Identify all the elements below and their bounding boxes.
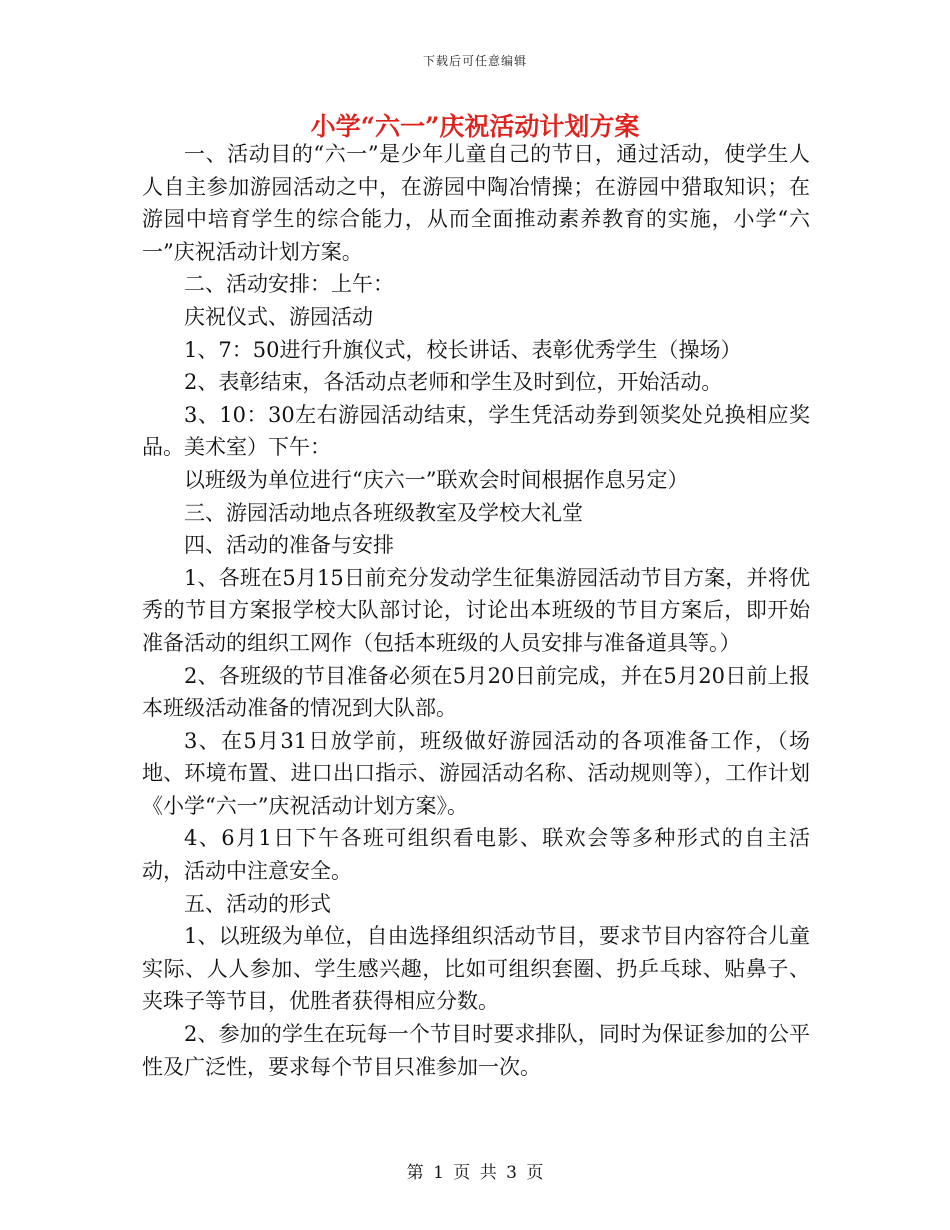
paragraph-form-2: 2、参加的学生在玩每一个节目时要求排队，同时为保证参加的公平性及广泛性，要求每个节目只准参加一次。 [142, 1022, 810, 1079]
paragraph-flag-raising: 1、7：50进行升旗仪式，校长讲话、表彰优秀学生（操场） [184, 337, 742, 362]
page-header-note: 下载后可任意编辑 [422, 54, 527, 68]
paragraph-prep-4: 4、6月1日下午各班可组织看电影、联欢会等多种形式的自主活动，活动中注意安全。 [142, 826, 810, 884]
paragraph-preparation-heading: 四、活动的准备与安排 [184, 533, 394, 558]
paragraph-prep-3: 3、在5月31日放学前，班级做好游园活动的各项准备工作，（场地、环境布置、进口出口指示、游园活动名称、活动规则等），工作计划《小学“六一”庆祝活动计划方案》。 [142, 728, 810, 818]
document-body [142, 138, 810, 1083]
paragraph-prep-1: 1、各班在5月15日前充分发动学生征集游园活动节目方案，并将优秀的节目方案报学校大队部讨论，讨论出本班级的节目方案后，即开始准备活动的组织工网作（包括本班级的人员安排与准备道具等。） [142, 565, 810, 655]
page-number: 第 1 页 共 3 页 [406, 1163, 544, 1183]
paragraph-form-1: 1、以班级为单位，自由选择组织活动节目，要求节目内容符合儿童实际、人人参加、学生感兴趣，比如可组织套圈、扔乒乓球、贴鼻子、夹珠子等节目，优胜者获得相应分数。 [142, 924, 810, 1014]
paragraph-location: 三、游园活动地点各班级教室及学校大礼堂 [184, 500, 583, 525]
paragraph-schedule-heading: 二、活动安排：上午： [184, 272, 394, 297]
paragraph-prep-2: 2、各班级的节目准备必须在5月20日前完成，并在5月20日前上报本班级活动准备的情况到大队部。 [142, 663, 810, 721]
paragraph-purpose: 一、活动目的“六一”是少年儿童自己的节日，通过活动，使学生人人自主参加游园活动之中，在游园中陶冶情操；在游园中猎取知识；在游园中培育学生的综合能力，从而全面推动素养教育的实施，小学“六一”庆祝活动计划方案。 [142, 142, 810, 264]
document-title: 小学“六一”庆祝活动计划方案 [310, 112, 640, 141]
paragraph-class-party: 以班级为单位进行“庆六一”联欢会时间根据作息另定） [184, 467, 689, 492]
paragraph-form-heading: 五、活动的形式 [184, 891, 331, 916]
paragraph-end-activities: 3、10：30左右游园活动结束，学生凭活动券到领奖处兑换相应奖品。美术室）下午： [142, 402, 810, 460]
paragraph-ceremony: 庆祝仪式、游园活动 [184, 304, 373, 329]
paragraph-start-activities: 2、表彰结束，各活动点老师和学生及时到位，开始活动。 [184, 370, 723, 395]
